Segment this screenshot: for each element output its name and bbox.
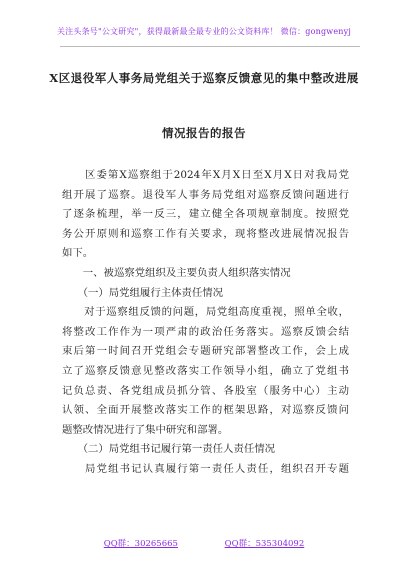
body-line: 将整改工作作为一项严肃的政治任务落实。巡察反馈会结	[62, 325, 349, 338]
header-divider	[60, 46, 360, 47]
body-line: 局党组书记认真履行第一责任人责任，组织召开专题	[62, 462, 349, 475]
subsection-heading: （二）局党组书记履行第一责任人责任情况	[62, 443, 276, 456]
body-line: 务公开原则和巡察工作有关要求，现将整改进展情况报告	[62, 227, 349, 240]
section-heading: 一、被巡察党组织及主要负责人组织落实情况	[62, 266, 291, 279]
qq-group-link-1[interactable]: QQ群：30265665	[103, 539, 178, 549]
subsection-heading: （一）局党组履行主体责任情况	[62, 286, 224, 299]
body-line: 认领、全面开展整改落实工作的框架思路，对巡察反馈问	[62, 404, 349, 417]
document-body	[62, 166, 349, 480]
body-line: 如下。	[62, 247, 94, 260]
body-line: 束后第一时间召开党组会专题研究部署整改工作，会上成	[62, 345, 349, 358]
footer	[0, 537, 408, 549]
document-title-line-2: 情况报告的报告	[162, 126, 246, 140]
header-banner: 关注头条号"公文研究"，获得最新最全最专业的公文资料库！ 微信：gongwenyj	[56, 27, 352, 36]
document-title-line-1: X区退役军人事务局党组关于巡察反馈意见的集中整改进展	[49, 71, 359, 85]
body-line: 对于巡察组反馈的问题，局党组高度重视，照单全收，	[62, 306, 349, 319]
body-line: 立了巡察反馈意见整改落实工作领导小组，确立了党组书	[62, 364, 349, 377]
body-line: 记负总责、各党组成员抓分管、各股室（服务中心）主动	[62, 384, 349, 397]
body-line: 了逐条梳理，举一反三，建立健全各项规章制度。按照党	[62, 208, 349, 221]
body-line: 题整改情况进行了集中研究和部署。	[62, 423, 229, 436]
body-line: 区委第X巡察组于2024年X月X日至X月X日对我局党	[62, 169, 349, 181]
qq-group-link-2[interactable]: QQ群：535304092	[224, 539, 305, 549]
body-line: 组开展了巡察。退役军人事务局党组对巡察反馈问题进行	[62, 188, 349, 201]
